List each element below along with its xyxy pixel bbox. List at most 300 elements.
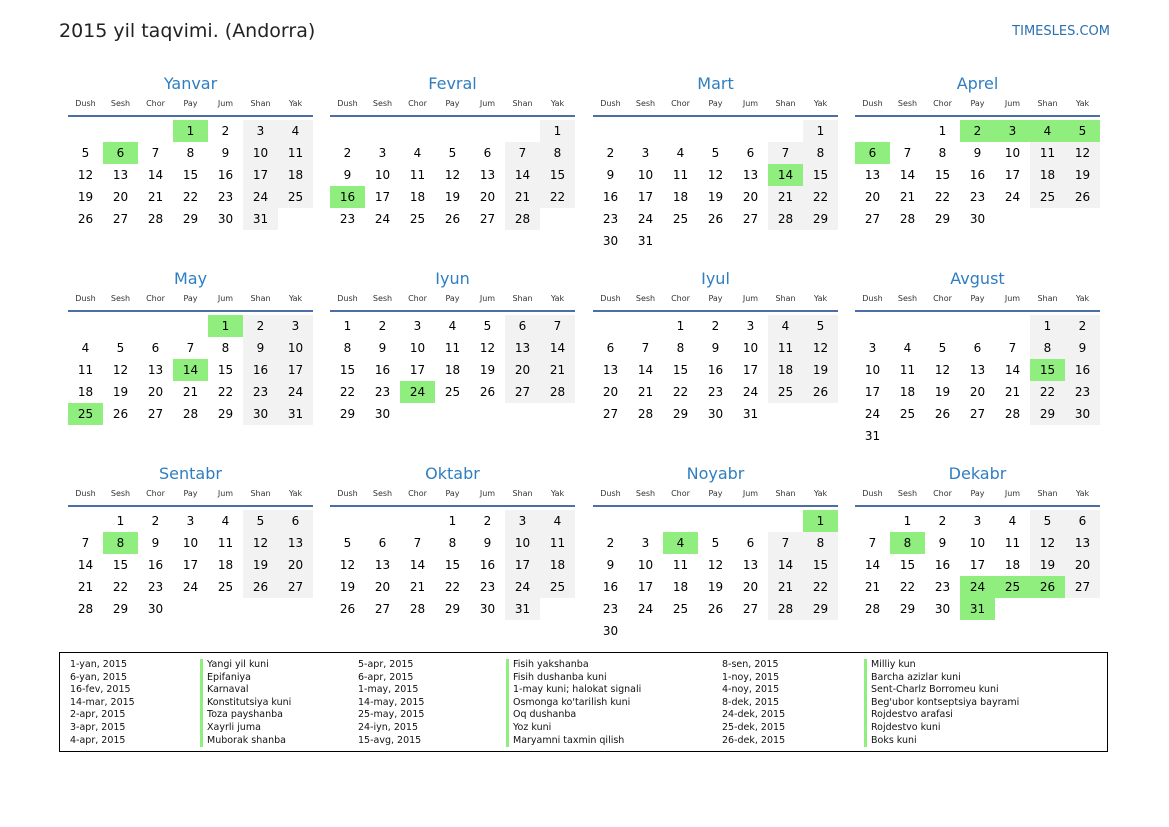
weekday-header [68,96,313,112]
day-cell: 16 [374,363,391,377]
day-cell: 8 [676,341,685,355]
day-cell: 1 [1030,315,1065,337]
day-cell: 4 [81,341,90,355]
day-cell: 11 [540,532,575,554]
weekday-label: Sesh [372,489,393,498]
legend-holiday-name: Konstitutsiya kuni [200,697,291,710]
day-cell: 12 [339,558,356,572]
empty-cell [628,315,663,337]
weekday-header [855,486,1100,502]
empty-cell [855,120,890,142]
header-rule [68,310,313,312]
holiday-day: 14 [768,164,803,186]
weekday-label: Jum [742,489,759,498]
weekday-label: Dush [862,99,883,108]
legend-date: 25-dek, 2015 [722,721,786,733]
day-cell: 6 [1065,510,1100,532]
day-cell: 24 [182,580,199,594]
empty-cell [768,120,803,142]
weekday-label: Chor [146,294,165,303]
day-cell: 8 [186,146,195,160]
weekday-label: Shan [775,99,796,108]
empty-cell [138,315,173,337]
day-grid [593,120,838,252]
day-cell: 6 [973,341,982,355]
month-sentabr [68,463,313,620]
weekday-label: Pay [970,294,985,303]
header-rule [68,115,313,117]
weekday-label: Sesh [897,99,918,108]
day-cell: 16 [707,363,724,377]
day-cell: 9 [343,168,352,182]
legend-date: 16-fev, 2015 [70,684,131,696]
day-grid [330,120,575,230]
day-cell: 5 [711,146,720,160]
empty-cell [365,120,400,142]
day-cell: 23 [1065,381,1100,403]
day-cell: 17 [637,190,654,204]
weekday-label: Chor [671,294,690,303]
weekday-label: Shan [512,489,533,498]
day-cell: 13 [969,363,986,377]
day-cell: 3 [243,120,278,142]
day-cell: 7 [1008,341,1017,355]
day-cell: 4 [903,341,912,355]
day-cell: 11 [444,341,461,355]
legend-date: 26-dek, 2015 [722,734,786,746]
weekday-label: Shan [1037,294,1058,303]
day-cell: 3 [378,146,387,160]
day-cell: 22 [1030,381,1065,403]
day-cell: 29 [444,602,461,616]
day-cell: 24 [1004,190,1021,204]
day-grid [68,315,313,425]
day-cell: 8 [221,341,230,355]
month-may [68,268,313,425]
day-cell: 27 [278,576,313,598]
legend-dates-column [722,659,785,747]
day-cell: 28 [540,381,575,403]
empty-cell [768,510,803,532]
day-cell: 12 [1030,532,1065,554]
day-cell: 20 [969,385,986,399]
weekday-label: Dush [337,294,358,303]
day-cell: 20 [505,359,540,381]
weekday-label: Dush [862,294,883,303]
day-cell: 30 [1065,403,1100,425]
day-grid [855,510,1100,620]
day-cell: 29 [803,208,838,230]
holiday-day: 25 [68,403,103,425]
weekday-label: Yak [1075,294,1090,303]
holiday-day: 31 [960,598,995,620]
month-iyul [593,268,838,425]
legend-holiday-name: Rojdestvo arafasi [864,709,1019,722]
day-cell: 6 [505,315,540,337]
day-cell: 25 [1030,186,1065,208]
day-cell: 18 [444,363,461,377]
legend-holiday-name: Xayrli juma [200,722,291,735]
day-cell: 31 [742,407,759,421]
day-cell: 8 [803,532,838,554]
day-cell: 11 [899,363,916,377]
day-cell: 26 [243,576,278,598]
day-cell: 22 [112,580,129,594]
day-grid [330,315,575,425]
day-cell: 29 [934,212,951,226]
empty-cell [173,315,208,337]
day-cell: 30 [602,234,619,248]
day-cell: 12 [112,363,129,377]
site-link[interactable]: TIMESLES.COM [1012,24,1110,39]
day-cell: 14 [864,558,881,572]
weekday-label: Sesh [110,489,131,498]
weekday-label: Chor [933,489,952,498]
day-cell: 2 [711,319,720,333]
day-cell: 20 [278,554,313,576]
day-cell: 10 [182,536,199,550]
month-noyabr [593,463,838,642]
holiday-day: 5 [1065,120,1100,142]
day-cell: 11 [77,363,94,377]
empty-cell [68,120,103,142]
holiday-day: 8 [103,532,138,554]
empty-cell [960,315,995,337]
holiday-day: 6 [103,142,138,164]
holiday-day: 1 [173,120,208,142]
day-cell: 21 [768,186,803,208]
day-cell: 29 [112,602,129,616]
day-cell: 9 [221,146,230,160]
day-cell: 18 [768,359,803,381]
legend-date: 1-noy, 2015 [722,671,780,683]
day-cell: 19 [707,190,724,204]
day-cell: 16 [602,190,619,204]
day-cell: 7 [505,142,540,164]
holiday-day: 24 [960,576,995,598]
day-cell: 17 [409,363,426,377]
day-cell: 14 [768,554,803,576]
day-cell: 14 [637,363,654,377]
legend-date: 4-noy, 2015 [722,684,780,696]
legend-date: 24-iyn, 2015 [358,721,419,733]
legend-holiday-name: Yoz kuni [506,722,641,735]
day-cell: 19 [339,580,356,594]
day-cell: 21 [899,190,916,204]
page-title: 2015 yil taqvimi. (Andorra) [59,20,316,42]
header-rule [855,310,1100,312]
weekday-label: Sesh [635,489,656,498]
weekday-header [68,486,313,502]
month-title: Mart [697,74,734,93]
day-cell: 6 [483,146,492,160]
day-cell: 30 [602,624,619,638]
day-cell: 13 [742,558,759,572]
day-cell: 8 [540,142,575,164]
day-cell: 17 [637,580,654,594]
day-cell: 21 [864,580,881,594]
day-cell: 20 [479,190,496,204]
day-cell: 26 [1065,186,1100,208]
month-oktabr [330,463,575,620]
weekday-label: Sesh [110,294,131,303]
month-dekabr [855,463,1100,620]
day-cell: 21 [637,385,654,399]
day-cell: 5 [483,319,492,333]
day-cell: 13 [374,558,391,572]
day-cell: 5 [803,315,838,337]
day-cell: 3 [746,319,755,333]
month-iyun [330,268,575,425]
day-cell: 10 [637,558,654,572]
day-cell: 26 [803,381,838,403]
month-title: Aprel [956,74,999,93]
day-cell: 14 [409,558,426,572]
day-cell: 9 [378,341,387,355]
header-rule [855,505,1100,507]
legend-date: 4-apr, 2015 [70,734,126,746]
day-cell: 6 [606,341,615,355]
day-cell: 18 [1004,558,1021,572]
day-cell: 14 [147,168,164,182]
day-cell: 5 [448,146,457,160]
day-cell: 18 [899,385,916,399]
empty-cell [698,510,733,532]
day-cell: 25 [672,212,689,226]
day-cell: 19 [707,580,724,594]
day-cell: 16 [243,359,278,381]
day-cell: 7 [641,341,650,355]
day-cell: 14 [505,164,540,186]
day-cell: 3 [186,514,195,528]
day-cell: 28 [637,407,654,421]
day-cell: 9 [243,337,278,359]
day-cell: 3 [868,341,877,355]
day-cell: 13 [479,168,496,182]
day-cell: 4 [1008,514,1017,528]
day-cell: 9 [606,168,615,182]
day-cell: 19 [803,359,838,381]
day-cell: 4 [413,146,422,160]
day-cell: 7 [540,315,575,337]
day-cell: 28 [899,212,916,226]
month-title: Iyun [435,269,470,288]
weekday-label: Pay [708,294,723,303]
legend-date: 6-apr, 2015 [358,671,414,683]
holiday-day: 15 [1030,359,1065,381]
holiday-day: 4 [1030,120,1065,142]
day-cell: 9 [151,536,160,550]
day-cell: 18 [77,385,94,399]
day-cell: 24 [864,407,881,421]
day-cell: 16 [1065,359,1100,381]
legend-holiday-name: Maryamni taxmin qilish [506,735,641,748]
empty-cell [103,315,138,337]
empty-cell [698,120,733,142]
legend-date: 3-apr, 2015 [70,721,126,733]
day-cell: 29 [339,407,356,421]
day-cell: 11 [672,168,689,182]
day-cell: 12 [934,363,951,377]
weekday-label: Chor [671,489,690,498]
day-cell: 21 [77,580,94,594]
day-cell: 16 [934,558,951,572]
day-cell: 28 [409,602,426,616]
day-cell: 21 [768,576,803,598]
weekday-label: Chor [146,489,165,498]
weekday-label: Jum [217,489,234,498]
weekday-label: Dush [337,489,358,498]
legend-holiday-name: 1-may kuni; halokat signali [506,684,641,697]
day-cell: 23 [602,602,619,616]
month-title: Iyul [701,269,730,288]
month-title: Noyabr [686,464,745,483]
legend-date: 5-apr, 2015 [358,659,414,670]
month-fevral [330,73,575,230]
day-cell: 2 [606,146,615,160]
day-cell: 18 [672,580,689,594]
day-cell: 27 [147,407,164,421]
day-cell: 18 [409,190,426,204]
holiday-day: 26 [1030,576,1065,598]
day-cell: 25 [444,385,461,399]
day-cell: 5 [116,341,125,355]
empty-cell [470,120,505,142]
weekday-label: Shan [250,99,271,108]
day-cell: 20 [112,190,129,204]
weekday-label: Shan [250,294,271,303]
weekday-label: Dush [862,489,883,498]
empty-cell [925,315,960,337]
day-cell: 19 [934,385,951,399]
day-cell: 27 [1065,576,1100,598]
empty-cell [628,510,663,532]
header-rule [593,310,838,312]
day-cell: 24 [505,576,540,598]
weekday-header [855,96,1100,112]
weekday-header [330,486,575,502]
legend-date: 15-avg, 2015 [358,734,422,746]
day-cell: 30 [707,407,724,421]
legend-holiday-name: Yangi yil kuni [200,659,291,672]
day-cell: 6 [378,536,387,550]
day-cell: 7 [413,536,422,550]
weekday-label: Yak [550,489,565,498]
day-cell: 26 [934,407,951,421]
empty-cell [995,315,1030,337]
weekday-label: Yak [550,294,565,303]
month-title: Fevral [428,74,477,93]
day-grid [330,510,575,620]
day-cell: 8 [343,341,352,355]
day-cell: 22 [540,186,575,208]
weekday-label: Jum [479,489,496,498]
day-cell: 4 [221,514,230,528]
day-cell: 10 [243,142,278,164]
day-cell: 8 [803,142,838,164]
day-cell: 30 [374,407,391,421]
day-cell: 9 [606,558,615,572]
day-cell: 6 [278,510,313,532]
day-cell: 10 [742,341,759,355]
day-grid [68,510,313,620]
day-cell: 12 [803,337,838,359]
weekday-label: Jum [217,294,234,303]
header-rule [330,505,575,507]
day-cell: 30 [969,212,986,226]
empty-cell [365,510,400,532]
day-cell: 30 [243,403,278,425]
day-cell: 2 [378,319,387,333]
empty-cell [733,120,768,142]
day-cell: 2 [151,514,160,528]
weekday-label: Dush [600,99,621,108]
day-cell: 31 [278,403,313,425]
day-cell: 22 [217,385,234,399]
day-cell: 20 [1065,554,1100,576]
day-cell: 19 [112,385,129,399]
day-cell: 22 [339,385,356,399]
day-cell: 19 [444,190,461,204]
day-cell: 22 [803,186,838,208]
day-cell: 16 [217,168,234,182]
legend-date: 1-yan, 2015 [70,659,127,670]
day-cell: 26 [707,602,724,616]
day-cell: 5 [243,510,278,532]
weekday-label: Dush [337,99,358,108]
weekday-label: Yak [813,294,828,303]
day-cell: 26 [77,212,94,226]
day-cell: 29 [1030,403,1065,425]
legend-holiday-name: Fisih yakshanba [506,659,641,672]
header-rule [330,115,575,117]
weekday-label: Shan [512,99,533,108]
day-cell: 31 [505,598,540,620]
weekday-label: Shan [1037,99,1058,108]
weekday-label: Pay [183,294,198,303]
legend-names-column [506,659,641,747]
day-cell: 28 [768,598,803,620]
weekday-label: Sesh [897,489,918,498]
day-cell: 22 [899,580,916,594]
header-rule [855,115,1100,117]
day-cell: 20 [147,385,164,399]
day-cell: 28 [182,407,199,421]
legend-dates-column [70,659,135,747]
day-cell: 1 [676,319,685,333]
legend-date: 8-dek, 2015 [722,696,780,708]
empty-cell [68,315,103,337]
day-cell: 27 [374,602,391,616]
day-cell: 21 [182,385,199,399]
day-cell: 13 [602,363,619,377]
day-cell: 4 [278,120,313,142]
day-cell: 17 [505,554,540,576]
weekday-label: Yak [550,99,565,108]
weekday-label: Yak [1075,99,1090,108]
day-cell: 17 [374,190,391,204]
legend-dates-column [358,659,424,747]
day-cell: 17 [969,558,986,572]
day-cell: 3 [641,146,650,160]
day-cell: 29 [217,407,234,421]
month-aprel [855,73,1100,230]
holiday-day: 16 [330,186,365,208]
day-cell: 18 [278,164,313,186]
legend-holiday-name: Oq dushanba [506,709,641,722]
day-cell: 7 [903,146,912,160]
weekday-label: Jum [1004,99,1021,108]
